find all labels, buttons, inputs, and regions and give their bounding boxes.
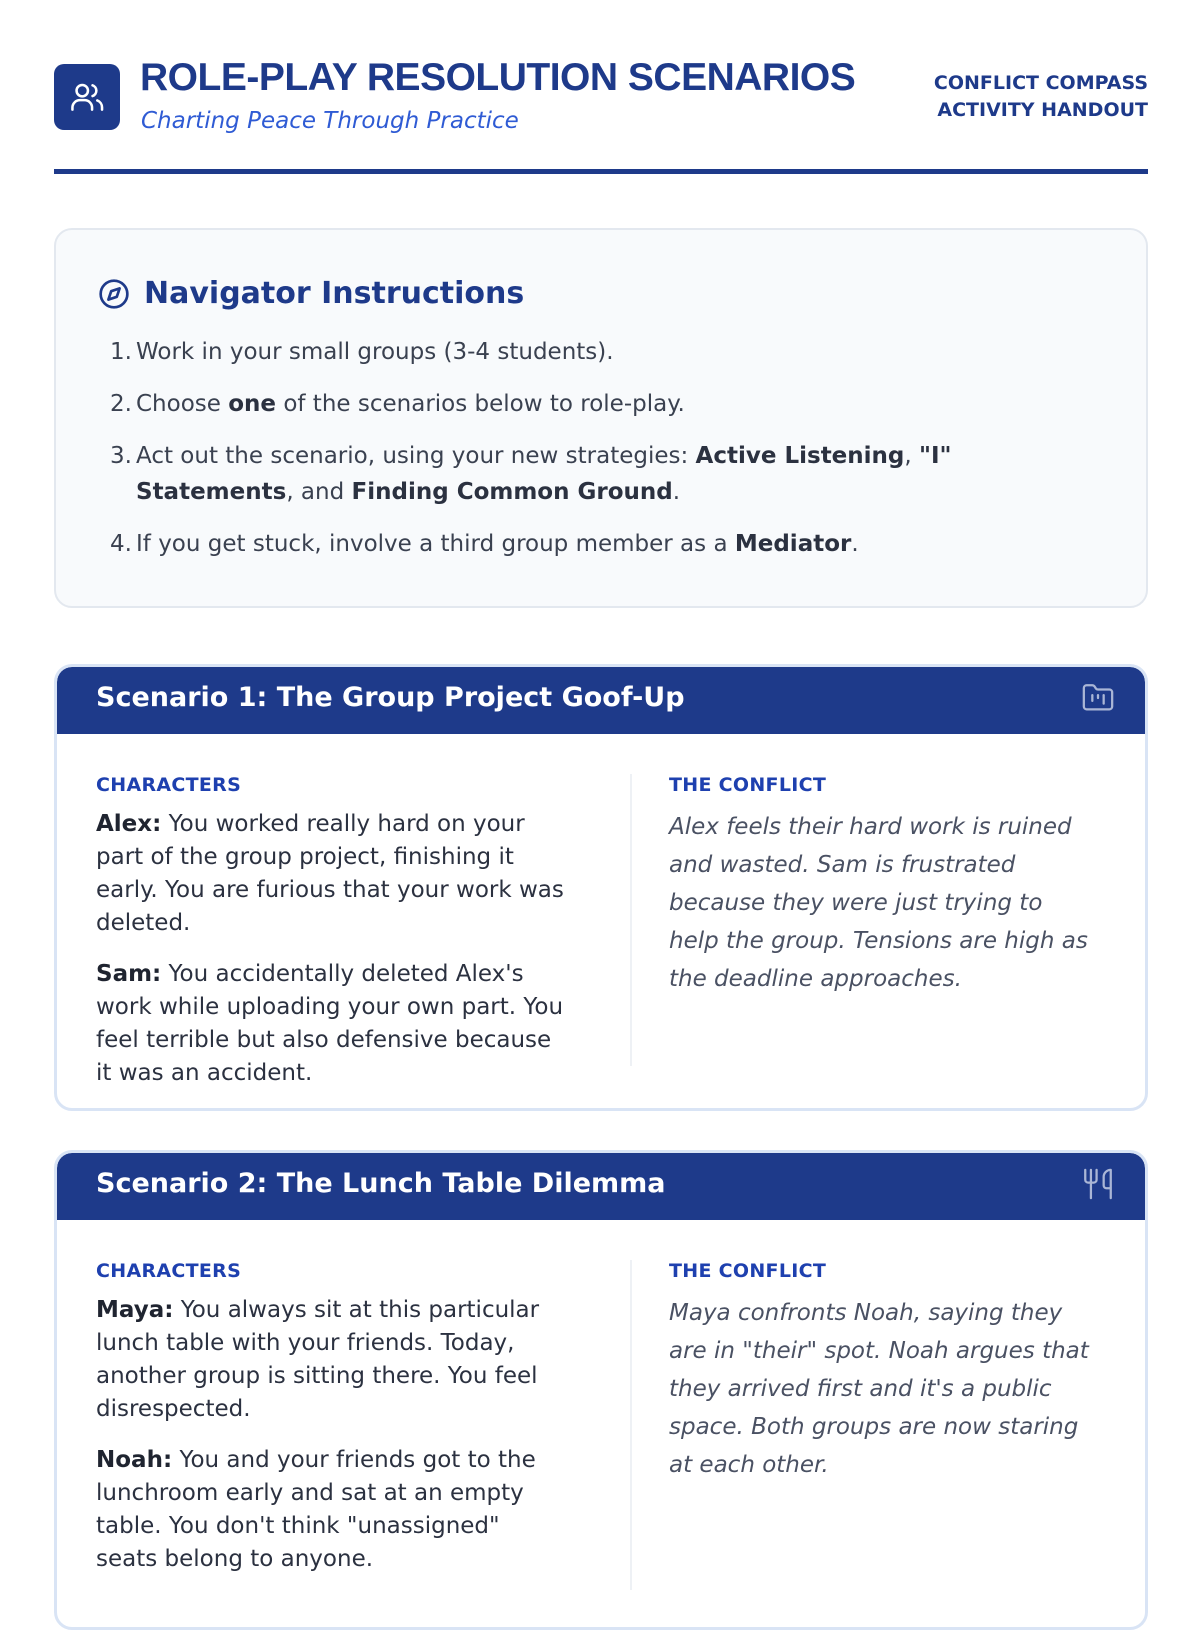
- scenario-card-1: [54, 664, 1148, 1111]
- instruction-run: of the scenarios below to role-play.: [276, 391, 685, 417]
- instruction-run: Work in your small groups (3-4 students).: [136, 339, 614, 365]
- character-text: You always sit at this particular lunch table with your friends. Today, another group is sitting there. You feel disrespected.: [96, 1297, 540, 1422]
- instruction-item: [110, 386, 1110, 422]
- conflict-text: Alex feels their hard work is ruined and wasted. Sam is frustrated because they were just trying to help the group. Tensions are high as the deadline approaches.: [669, 814, 1088, 992]
- instructions-list: [110, 334, 1110, 578]
- character-text: You accidentally deleted Alex's work while uploading your own part. You feel terrible but also defensive because it was an accident.: [96, 961, 564, 1086]
- instruction-number: 1.: [110, 339, 132, 365]
- conflict-text: Maya confronts Noah, saying they are in "their" spot. Noah argues that they arrived first and it's a public space. Both groups are now staring at each other.: [669, 1300, 1089, 1478]
- instructions-header: [98, 276, 524, 311]
- conflict-column: [669, 1260, 1099, 1484]
- folder-kanban-icon: [1081, 681, 1115, 719]
- instruction-run: .: [851, 531, 859, 557]
- instruction-run: If you get stuck, involve a third group member as a: [136, 531, 735, 557]
- logo-badge: [54, 64, 120, 130]
- character-text: You and your friends got to the lunchroom early and sat at an empty table. You don't think "unassigned" seats belong to anyone.: [96, 1447, 536, 1572]
- instructions-card: [54, 228, 1148, 608]
- character-text: You worked really hard on your part of the group project, finishing it early. You are furious that your work was deleted.: [96, 811, 564, 936]
- instruction-number: 4.: [110, 531, 132, 557]
- character-description: [96, 958, 566, 1090]
- conflict-label: THE CONFLICT: [669, 774, 827, 796]
- character-name: Alex:: [96, 811, 162, 837]
- scenario-title: Scenario 1: The Group Project Goof-Up: [96, 682, 685, 713]
- instruction-number: 2.: [110, 391, 132, 417]
- character-description: [96, 1444, 566, 1576]
- instruction-text: [136, 438, 1110, 510]
- instruction-emphasis: Mediator: [734, 531, 852, 557]
- handout-page: [54, 0, 1148, 1572]
- instruction-text: [136, 334, 614, 370]
- instruction-number: 3.: [110, 443, 132, 469]
- instruction-item: [110, 334, 1110, 370]
- characters-column: [96, 774, 566, 1108]
- instructions-title: Navigator Instructions: [144, 276, 525, 311]
- instruction-text: [136, 526, 859, 562]
- instruction-emphasis: Active Listening: [695, 443, 905, 469]
- conflict-column: [669, 774, 1099, 998]
- handout-label-line1: CONFLICT COMPASS: [933, 72, 1148, 94]
- character-name: Sam:: [96, 961, 162, 987]
- scenario-header: [57, 667, 1145, 734]
- instruction-emphasis: one: [228, 391, 277, 417]
- characters-label: CHARACTERS: [96, 1260, 242, 1282]
- handout-label-line2: ACTIVITY HANDOUT: [937, 99, 1148, 121]
- column-divider: [630, 774, 632, 1066]
- scenario-title: Scenario 2: The Lunch Table Dilemma: [96, 1168, 666, 1199]
- character-description: [96, 1294, 566, 1426]
- compass-icon: [98, 278, 130, 310]
- instruction-item: [110, 526, 1110, 562]
- conflict-label: THE CONFLICT: [669, 1260, 827, 1282]
- instruction-run: , and: [286, 479, 352, 505]
- character-description: [96, 808, 566, 940]
- character-name: Noah:: [96, 1447, 173, 1473]
- instruction-text: [136, 386, 685, 422]
- characters-column: [96, 1260, 566, 1594]
- instruction-item: [110, 438, 1110, 510]
- column-divider: [630, 1260, 632, 1590]
- scenario-header: [57, 1153, 1145, 1220]
- page-header: [54, 0, 1148, 174]
- page-title: ROLE-PLAY RESOLUTION SCENARIOS: [140, 56, 856, 99]
- handout-label: [934, 70, 1148, 124]
- page-subtitle: Charting Peace Through Practice: [141, 108, 519, 134]
- instruction-run: Act out the scenario, using your new strategies:: [136, 443, 696, 469]
- utensils-icon: [1081, 1167, 1115, 1205]
- instruction-emphasis: Finding Common Ground: [351, 479, 673, 505]
- instruction-emphasis: "I" Statements: [136, 443, 952, 505]
- instruction-run: .: [672, 479, 681, 505]
- instruction-run: Choose: [136, 391, 229, 417]
- character-name: Maya:: [96, 1297, 174, 1323]
- scenario-card-2: [54, 1150, 1148, 1630]
- characters-label: CHARACTERS: [96, 774, 242, 796]
- users-icon: [68, 78, 106, 116]
- instruction-run: ,: [904, 443, 920, 469]
